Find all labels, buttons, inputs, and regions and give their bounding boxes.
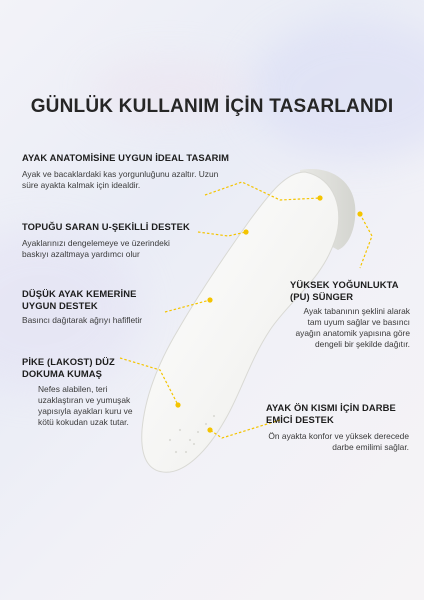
feature-text-foam: Ayak tabanının şeklini alarak tam uyum sağlar ve basıncı ayağın anatomik yapısına göre dengeli bir şekilde dağıtır.: [295, 306, 410, 349]
callout-dot-3: [207, 297, 212, 302]
feature-heading-heel-support: TOPUĞU SARAN U-ŞEKİLLİ DESTEK: [22, 221, 190, 232]
callout-dot-4: [175, 402, 180, 407]
feature-text-arch-support: Basıncı dağıtarak ağrıyı hafifletir: [22, 315, 143, 325]
callout-dot-1: [317, 195, 322, 200]
callout-dot-2: [243, 229, 248, 234]
callout-line-5: [360, 214, 372, 268]
feature-heading-arch-support: DÜŞÜK AYAK KEMERİNE UYGUN DESTEK: [22, 288, 137, 311]
feature-heading-foam: YÜKSEK YOĞUNLUKTA (PU) SÜNGER: [290, 279, 399, 302]
feature-text-forefoot: Ön ayakta konfor ve yüksek derecede darbe emilimi sağlar.: [268, 431, 409, 452]
feature-heading-forefoot: AYAK ÖN KISMI İÇİN DARBE EMİCİ DESTEK: [266, 402, 396, 425]
feature-heading-anatomy: AYAK ANATOMİSİNE UYGUN İDEAL TASARIM: [22, 152, 230, 163]
callout-dot-6: [207, 427, 212, 432]
feature-text-heel-support: Ayaklarınızı dengelemeye ve üzerindeki baskıyı azaltmaya yardımcı olur: [22, 238, 170, 259]
callout-dot-5: [357, 211, 362, 216]
feature-heading-fabric: PİKE (LAKOST) DÜZ DOKUMA KUMAŞ: [22, 356, 115, 379]
feature-text-fabric: Nefes alabilen, teri uzaklaştıran ve yumuşak yapısıyla ayakları kuru ve kötü kokudan uzak tutar.: [38, 384, 133, 427]
feature-text-anatomy: Ayak ve bacaklardaki kas yorgunluğunu azaltır. Uzun süre ayakta kalmak için idealdir.: [22, 169, 219, 190]
page-title: GÜNLÜK KULLANIM İÇİN TASARLANDI: [30, 96, 394, 117]
